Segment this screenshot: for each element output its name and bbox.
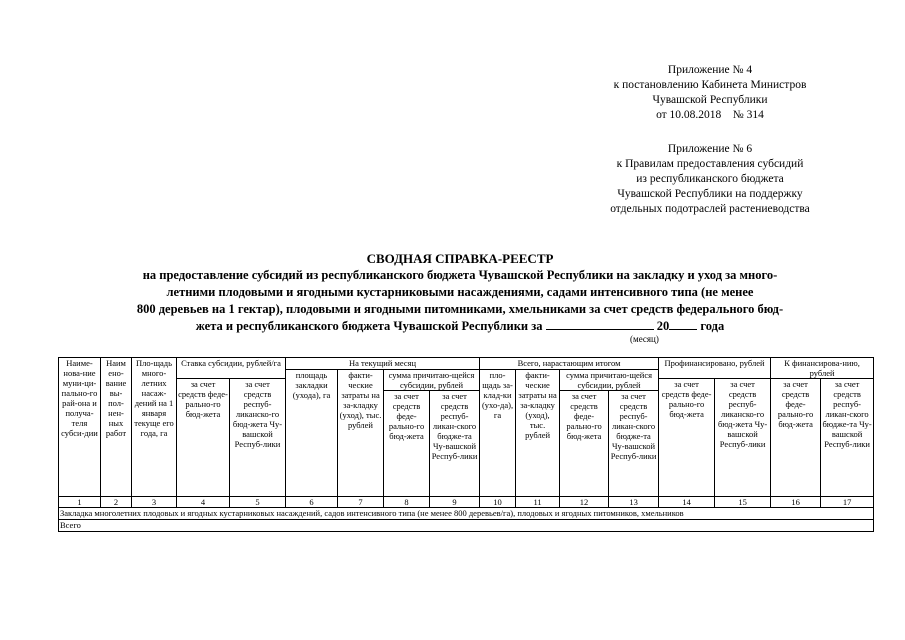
year-suffix: года bbox=[700, 319, 725, 333]
appendix-4-date: от 10.08.2018 № 314 bbox=[656, 109, 764, 121]
title-line-text: жета и республиканского бюджета Чувашской Республики за bbox=[195, 319, 543, 333]
column-number: 16 bbox=[771, 497, 821, 508]
header-total-group: Всего, нарастающим итогом bbox=[480, 358, 659, 370]
title-heading: СВОДНАЯ СПРАВКА-РЕЕСТР bbox=[366, 251, 554, 266]
title-line: на предоставление субсидий из республиканского бюджета Чувашской Республики на закладку и уход за много- bbox=[142, 268, 778, 282]
header-rate-group: Ставка субсидии, рублей/га bbox=[177, 358, 286, 379]
appendix-4-title: Приложение № 4 bbox=[667, 64, 753, 76]
column-numbers-row bbox=[59, 497, 874, 508]
appendix-6-line: Чувашской Республики на поддержку bbox=[617, 188, 803, 200]
appendix-6-title: Приложение № 6 bbox=[667, 143, 753, 155]
column-number: 11 bbox=[516, 497, 560, 508]
header-subsidy-current-fed: за счет средств феде-рально-го бюд-жета bbox=[384, 391, 430, 497]
column-number: 8 bbox=[384, 497, 430, 508]
header-financed-group: Профинансировано, рублей bbox=[659, 358, 771, 379]
column-number: 10 bbox=[480, 497, 516, 508]
header-subsidy-current-rep: за счет средств респуб-ликан-ского бюдже-та Чу-вашской Респуб-лики bbox=[430, 391, 480, 497]
header-subsidy-total-rep: за счет средств респуб-ликан-ского бюдже-та Чу-вашской Респуб-лики bbox=[609, 391, 659, 497]
document-title bbox=[80, 250, 840, 335]
column-number: 1 bbox=[59, 497, 101, 508]
appendix-4-block bbox=[570, 63, 850, 123]
registry-table bbox=[58, 357, 874, 532]
column-number: 6 bbox=[286, 497, 338, 508]
section-row bbox=[59, 508, 874, 520]
appendix-4-line: к постановлению Кабинета Министров bbox=[613, 79, 807, 91]
month-blank bbox=[546, 319, 654, 330]
title-line: летними плодовыми и ягодными кустарниковыми насаждениями, садами интенсивного типа (не менее bbox=[166, 285, 754, 299]
section-label: Закладка многолетних плодовых и ягодных кустарниковых насаждений, садов интенсивного типа (не менее 800 деревьев/га), плодовых и ягодных питомников, хмельников bbox=[59, 508, 874, 520]
header-financed-rep: за счет средств респуб-ликанско-го бюд-жета Чу-вашской Респуб-лики bbox=[715, 379, 771, 497]
header-subsidy-total-fed: за счет средств феде-рально-го бюд-жета bbox=[560, 391, 609, 497]
header-subsidy-current: сумма причитаю-щейся субсидии, рублей bbox=[384, 370, 480, 391]
column-number: 17 bbox=[821, 497, 874, 508]
appendix-4-line: Чувашской Республики bbox=[652, 94, 768, 106]
column-number: 5 bbox=[230, 497, 286, 508]
header-subsidy-total: сумма причитаю-щейся субсидии, рублей bbox=[560, 370, 659, 391]
header-rate-rep: за счет средств респуб-ликанско-го бюд-жета Чу-вашской Респуб-лики bbox=[230, 379, 286, 497]
header-works: Наим ено-вание вы-пол-нен-ных работ bbox=[101, 358, 132, 497]
year-prefix: 20 bbox=[656, 319, 670, 333]
column-number: 4 bbox=[177, 497, 230, 508]
title-line-period bbox=[80, 318, 840, 335]
appendix-6-block bbox=[560, 142, 860, 217]
header-current-group: На текущий месяц bbox=[286, 358, 480, 370]
column-number: 2 bbox=[101, 497, 132, 508]
header-row-1 bbox=[59, 358, 874, 370]
header-area: Пло-щадь много-летних насаж-дений на 1 января текуще его года, га bbox=[132, 358, 177, 497]
column-number: 15 bbox=[715, 497, 771, 508]
appendix-6-line: отдельных подотраслей растениеводства bbox=[610, 203, 810, 215]
title-line: 800 деревьев на 1 гектар), плодовыми и ягодными питомниками, хмельниками за счет средств федерального бюд- bbox=[136, 302, 784, 316]
year-blank bbox=[669, 319, 697, 330]
month-note: (месяц) bbox=[630, 334, 659, 344]
header-to-finance-rep: за счет средств респуб-ликан-ского бюдже-та Чу-вашской Респуб-лики bbox=[821, 379, 874, 497]
column-number: 14 bbox=[659, 497, 715, 508]
header-financed-fed: за счет средств феде-рально-го бюд-жета bbox=[659, 379, 715, 497]
header-fact-current: факти-ческие затраты на за-кладку (уход), тыс. рублей bbox=[338, 370, 384, 497]
header-to-finance-group: К финансирова-нию, рублей bbox=[771, 358, 874, 379]
header-to-finance-fed: за счет средств феде-рально-го бюд-жета bbox=[771, 379, 821, 497]
header-fact-total: факти-ческие затраты на за-кладку (уход), тыс. рублей bbox=[516, 370, 560, 497]
header-municipality: Наиме-нова-ние муни-ци-пально-го рай-она и получа-теля субси-дии bbox=[59, 358, 101, 497]
header-area-total: пло-щадь за-клад-ки (ухо-да), га bbox=[480, 370, 516, 497]
header-rate-fed: за счет средств феде-рально-го бюд-жета bbox=[177, 379, 230, 497]
header-area-current: площадь закладки (ухода), га bbox=[286, 370, 338, 497]
appendix-6-line: из республиканского бюджета bbox=[636, 173, 784, 185]
column-number: 9 bbox=[430, 497, 480, 508]
total-row bbox=[59, 520, 874, 532]
column-number: 7 bbox=[338, 497, 384, 508]
total-label: Всего bbox=[59, 520, 874, 532]
column-number: 12 bbox=[560, 497, 609, 508]
column-number: 3 bbox=[132, 497, 177, 508]
appendix-6-line: к Правилам предоставления субсидий bbox=[616, 158, 804, 170]
column-number: 13 bbox=[609, 497, 659, 508]
